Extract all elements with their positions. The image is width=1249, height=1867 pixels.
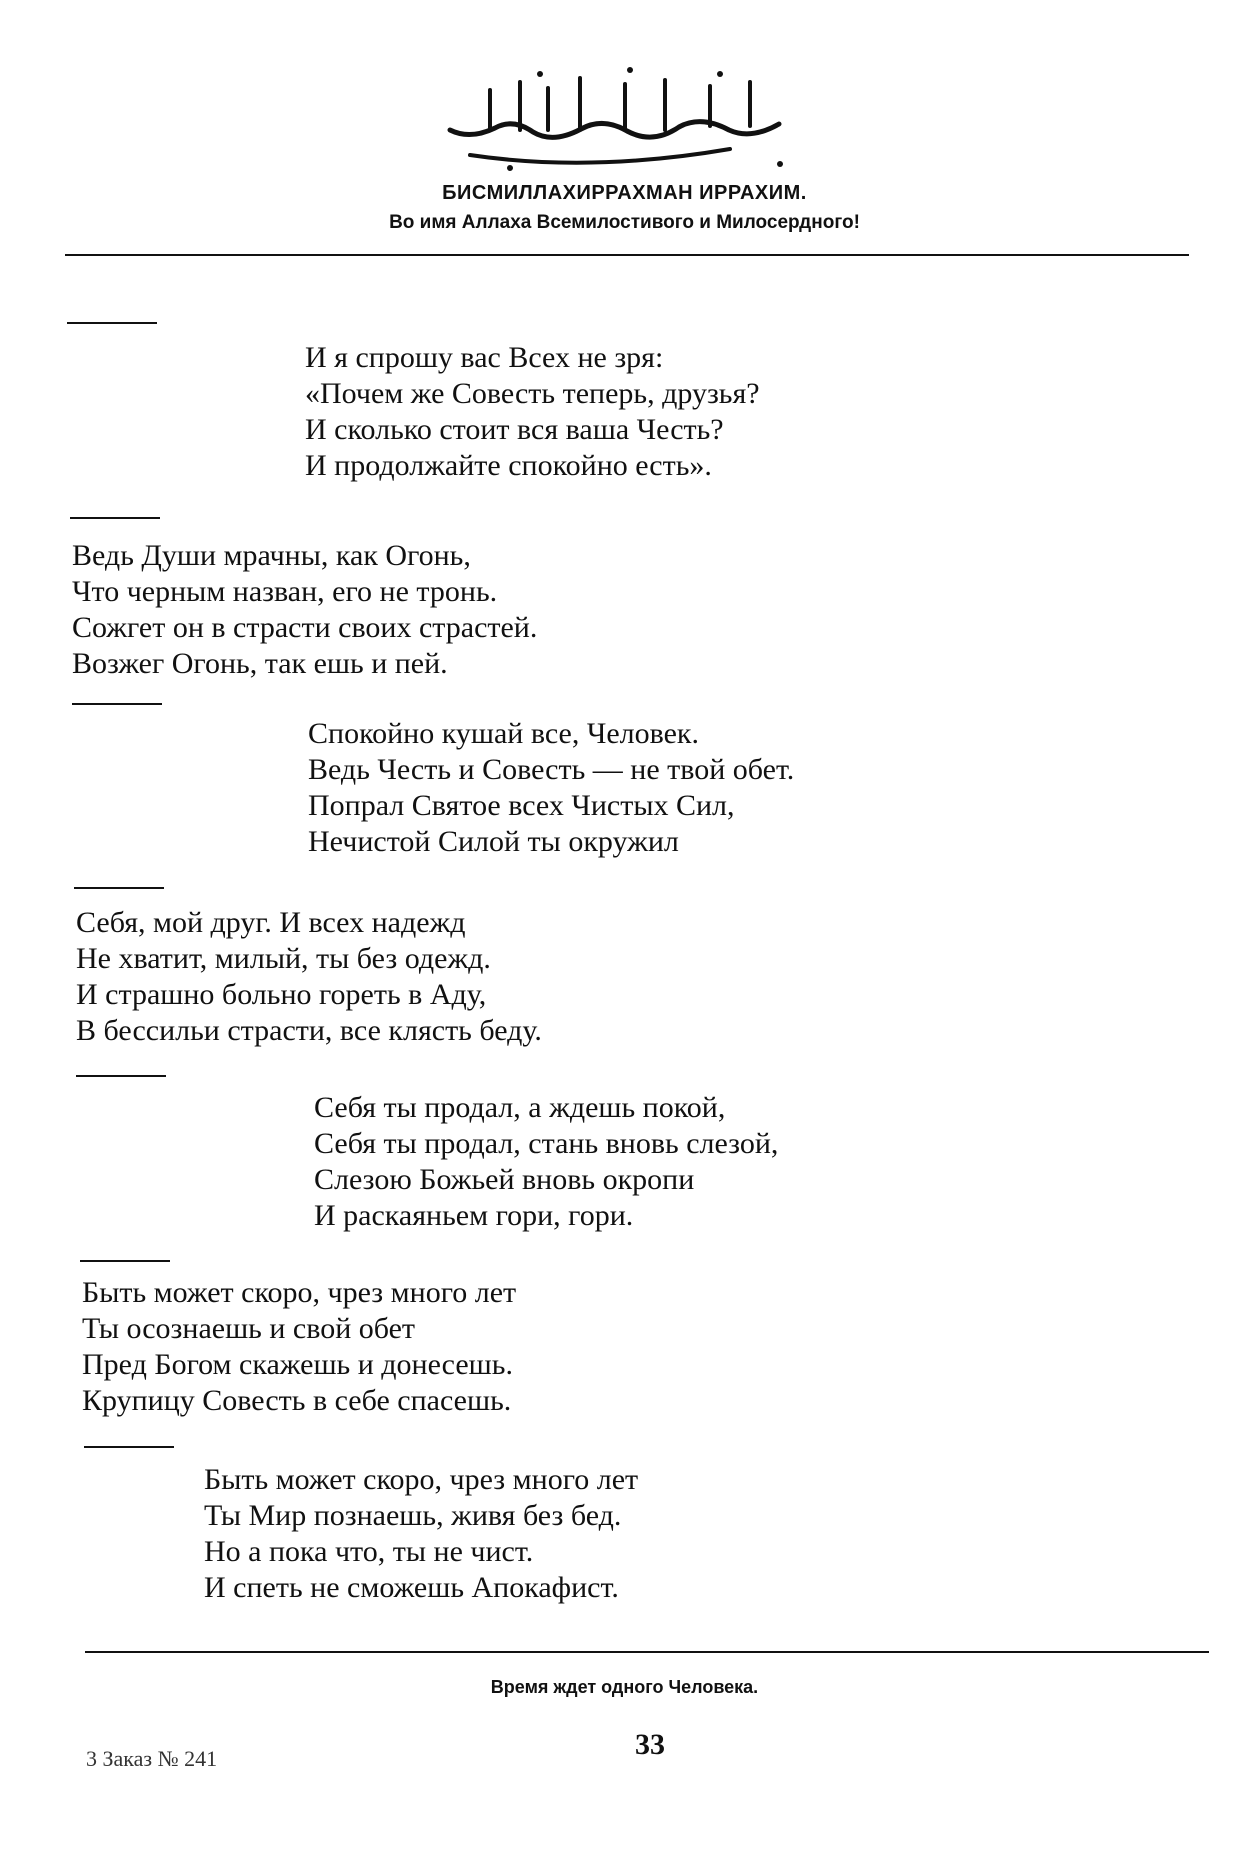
stanza: [82, 1275, 516, 1419]
stanza-separator: [72, 703, 162, 705]
stanza: [308, 716, 794, 860]
page-number: 33: [635, 1728, 665, 1761]
verse-line: И я спрошу вас Всех не зря:: [305, 341, 664, 374]
verse-line: И страшно больно гореть в Аду,: [76, 978, 487, 1011]
verse-line: Пред Богом скажешь и донесешь.: [82, 1348, 513, 1381]
header-title: БИСМИЛЛАХИРРАХМАН ИРРАХИМ.: [442, 182, 807, 204]
verse-line: Возжег Огонь, так ешь и пей.: [72, 647, 448, 680]
stanza-separator: [80, 1260, 170, 1262]
verse-line: Сожгет он в страсти своих страстей.: [72, 611, 538, 644]
basmala-calligraphy: [420, 60, 820, 180]
verse-line: Крупицу Совесть в себе спасешь.: [82, 1384, 512, 1417]
verse-line: Быть может скоро, чрез много лет: [82, 1276, 517, 1309]
verse-line: Что черным назван, его не тронь.: [72, 575, 498, 608]
verse-line: Ты осознаешь и свой обет: [82, 1312, 416, 1345]
verse-line: «Почем же Совесть теперь, друзья?: [305, 377, 760, 410]
verse-line: И раскаяньем гори, гори.: [314, 1199, 634, 1232]
stanza-separator: [67, 322, 157, 324]
verse-line: Слезою Божьей вновь окропи: [314, 1163, 695, 1196]
stanza: [76, 905, 542, 1049]
verse-line: Нечистой Силой ты окружил: [308, 825, 679, 858]
verse-line: Ведь Честь и Совесть — не твой обет.: [308, 753, 795, 786]
stanza-separator: [70, 517, 160, 519]
verse-line: Спокойно кушай все, Человек.: [308, 717, 699, 750]
running-footer-title: Время ждет одного Человека.: [490, 1677, 759, 1697]
printer-order-note: 3 Заказ № 241: [86, 1746, 218, 1771]
header-subtitle: Во имя Аллаха Всемилостивого и Милосердного!: [389, 212, 860, 233]
verse-line: Не хватит, милый, ты без одежд.: [76, 942, 491, 975]
verse-line: И продолжайте спокойно есть».: [305, 449, 712, 482]
verse-line: Себя ты продал, а ждешь покой,: [314, 1091, 726, 1124]
stanza: [72, 538, 537, 682]
verse-line: И спеть не сможешь Апокафист.: [204, 1571, 619, 1604]
verse-line: Себя ты продал, стань вновь слезой,: [314, 1127, 779, 1160]
verse-line: Быть может скоро, чрез много лет: [204, 1463, 639, 1496]
footer-rule: [85, 1651, 1209, 1653]
stanza-separator: [84, 1446, 174, 1448]
stanza: [204, 1462, 638, 1606]
verse-line: Себя, мой друг. И всех надежд: [76, 906, 466, 939]
stanza-separator: [76, 1075, 166, 1077]
verse-line: И сколько стоит вся ваша Честь?: [305, 413, 724, 446]
header-rule: [65, 254, 1189, 256]
verse-line: Ты Мир познаешь, живя без бед.: [204, 1499, 622, 1532]
stanza: [305, 340, 760, 484]
stanza: [314, 1090, 778, 1234]
verse-line: Но а пока что, ты не чист.: [204, 1535, 534, 1568]
stanza-separator: [74, 887, 164, 889]
verse-line: В бессильи страсти, все клясть беду.: [76, 1014, 542, 1047]
verse-line: Попрал Святое всех Чистых Сил,: [308, 789, 735, 822]
verse-line: Ведь Души мрачны, как Огонь,: [72, 539, 471, 572]
